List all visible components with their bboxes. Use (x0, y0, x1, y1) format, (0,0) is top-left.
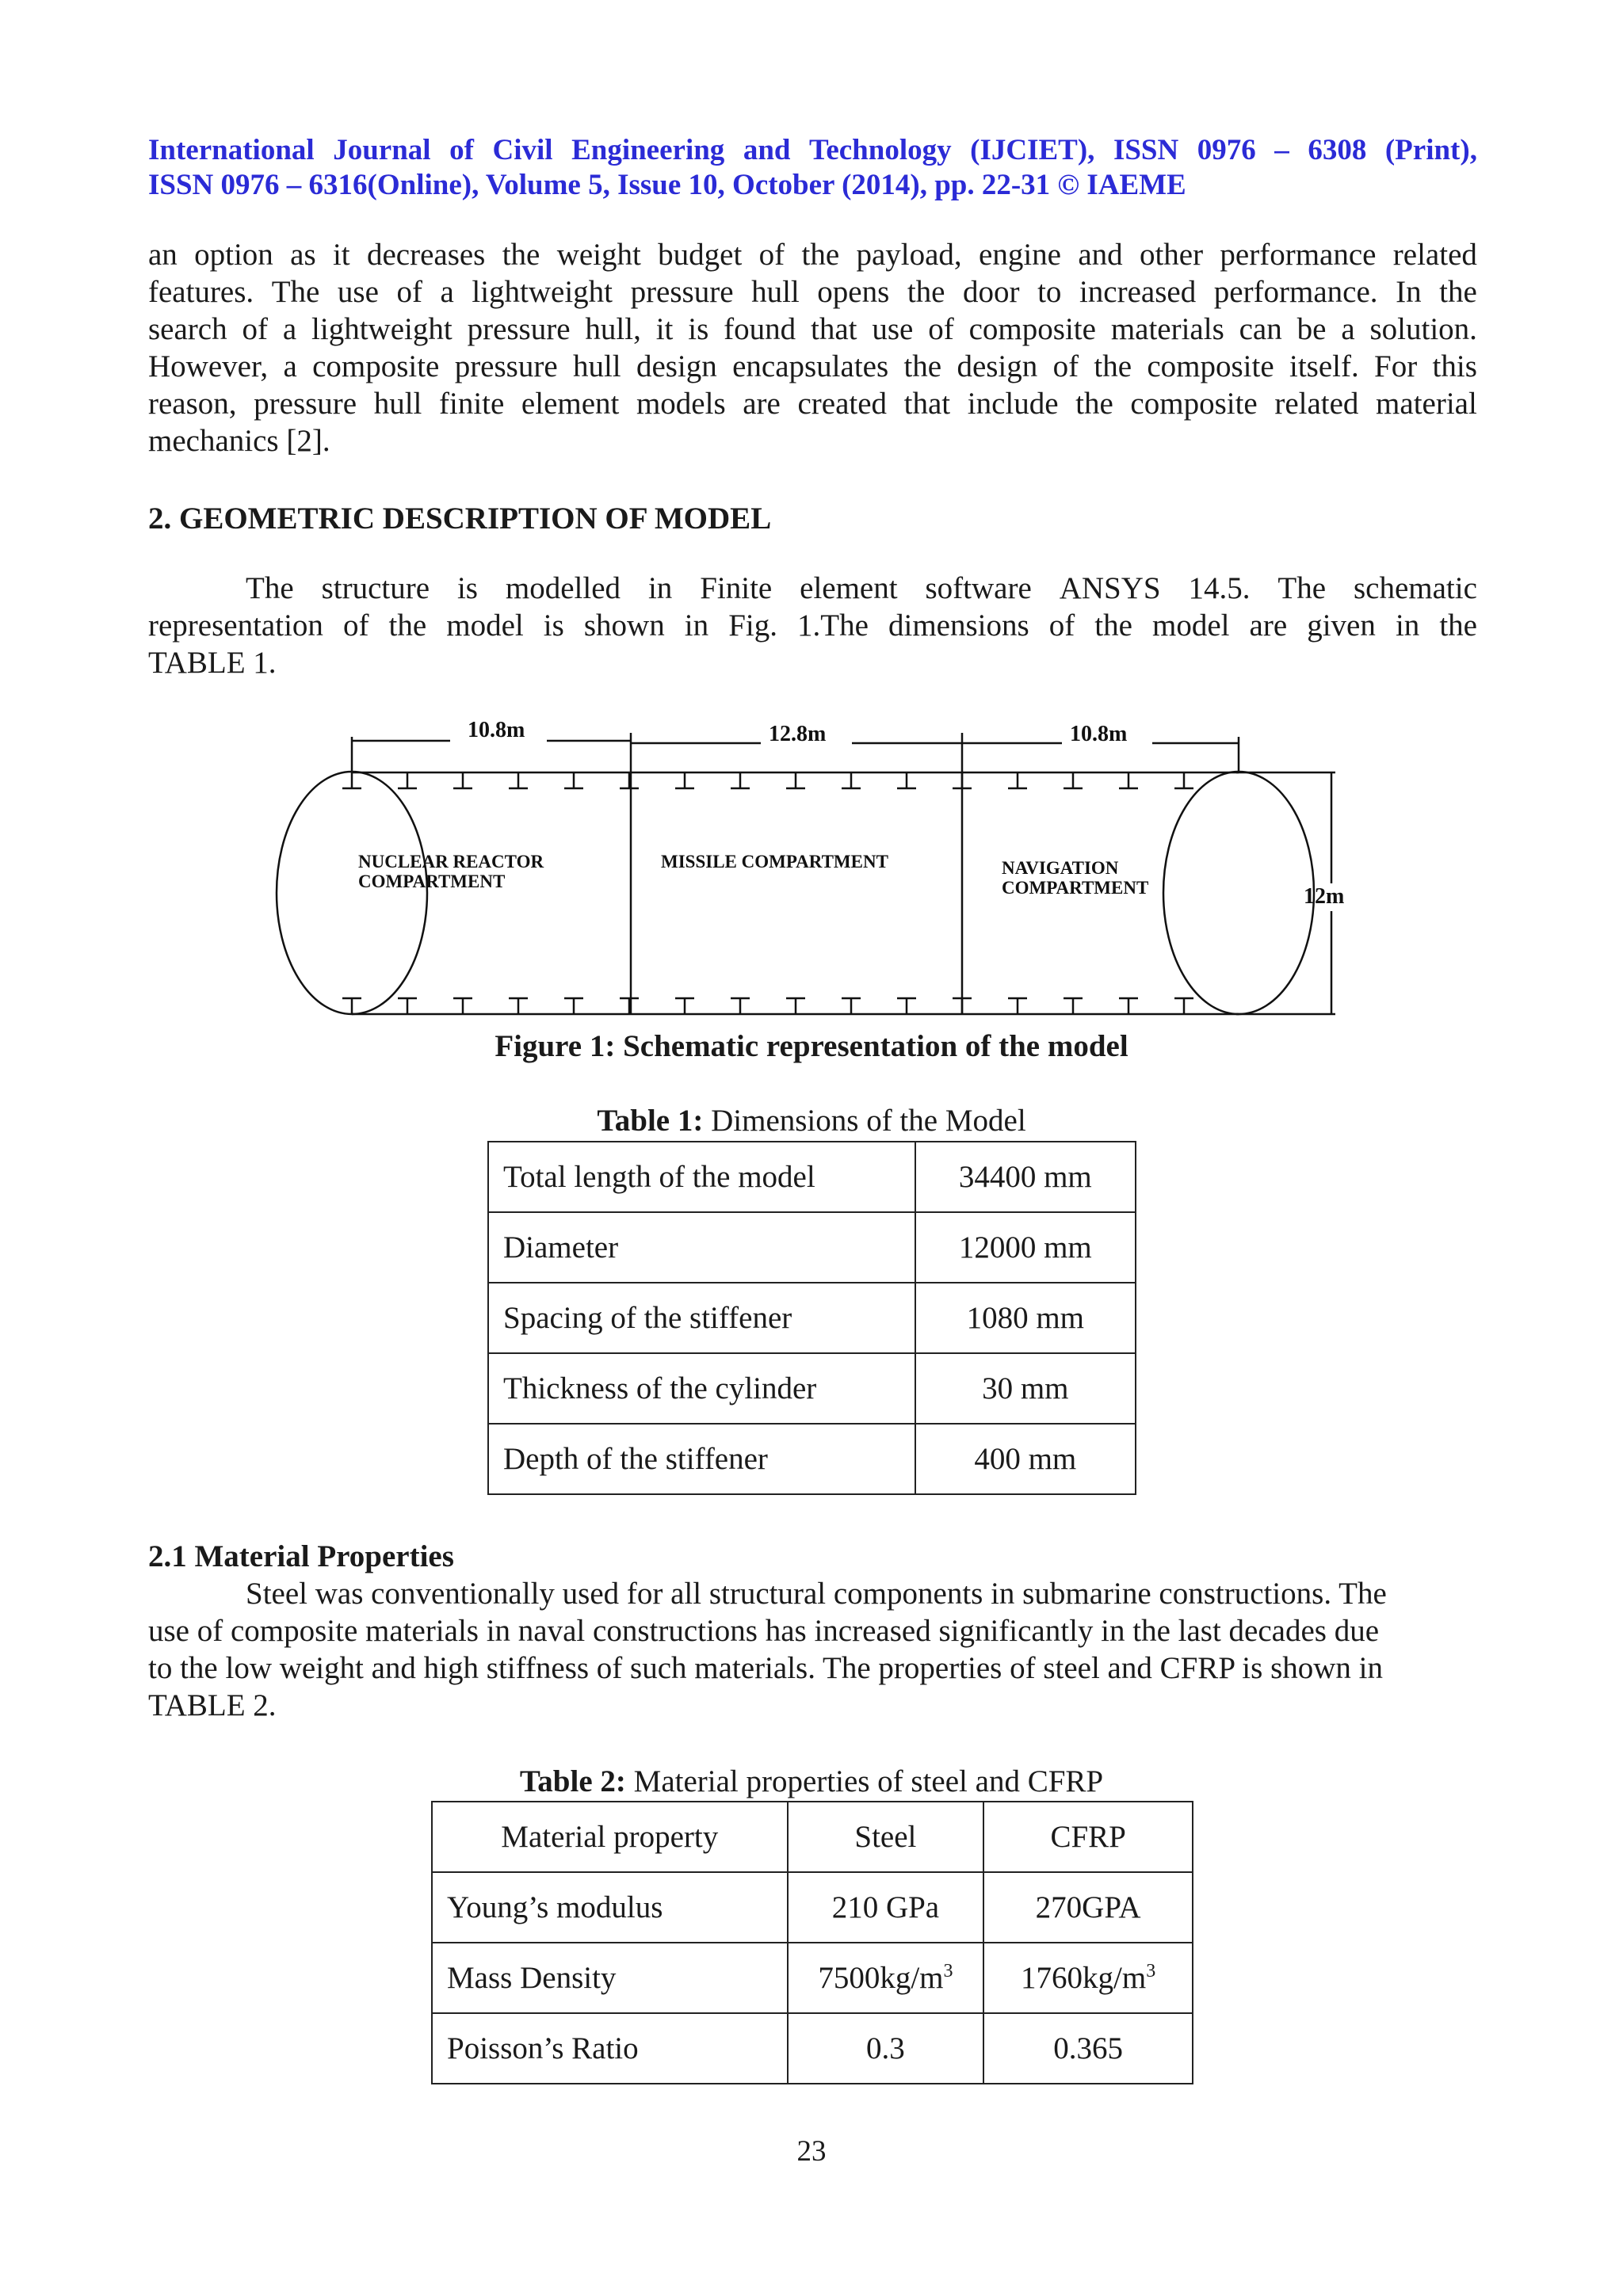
section-2-line (148, 570, 1477, 607)
header-word: Journal (333, 134, 431, 166)
word: the (801, 238, 840, 272)
table-2 (431, 1801, 1193, 2084)
section-2-line (148, 607, 1477, 644)
word: a (1341, 312, 1355, 346)
table-row (432, 1943, 1193, 2013)
word: increased (1079, 275, 1197, 309)
header-word: (Print), (1384, 134, 1477, 166)
word: created (797, 387, 888, 421)
table-header-cell: Steel (788, 1802, 984, 1872)
table-cell: Poisson’s Ratio (432, 2013, 788, 2084)
header-word: Civil (492, 134, 553, 166)
table-1 (487, 1141, 1136, 1495)
table-cell: 34400 mm (915, 1142, 1136, 1212)
journal-header-line-2: ISSN 0976 – 6316(Online), Volume 5, Issue 10, October (2014), pp. 22-31 © IAEME (148, 169, 1186, 201)
height-label: 12m (1304, 884, 1345, 909)
word: hull (373, 387, 422, 421)
journal-header-line-1 (148, 133, 1477, 168)
table-row (488, 1353, 1136, 1424)
word: budget (658, 238, 743, 272)
compartment-label-missile: MISSILE COMPARTMENT (661, 852, 888, 871)
word: the (1075, 387, 1113, 421)
word: of (342, 608, 369, 643)
word: The (246, 571, 294, 605)
word: schematic (1353, 571, 1477, 605)
word: material (1376, 387, 1477, 421)
table-cell: Diameter (488, 1212, 915, 1283)
section-2-1-heading: 2.1 Material Properties (148, 1539, 454, 1573)
word: other (1139, 238, 1204, 272)
word: of (396, 275, 422, 309)
word: lightweight (311, 312, 453, 346)
word: performance. (1213, 275, 1378, 309)
word: software (925, 571, 1032, 605)
word: is (456, 571, 478, 605)
word: of (1052, 349, 1079, 383)
dim-label-1: 10.8m (468, 718, 525, 742)
word: In (1396, 275, 1422, 309)
word: ANSYS (1059, 571, 1161, 605)
word: composite (1130, 387, 1258, 421)
word: pressure (254, 387, 357, 421)
word: is (688, 312, 709, 346)
word: Fig. (728, 608, 777, 643)
word: encapsulates (732, 349, 889, 383)
word: Finite (700, 571, 773, 605)
word: include (967, 387, 1059, 421)
word: be (1296, 312, 1327, 346)
table-cell: 30 mm (915, 1353, 1136, 1424)
word: shown (583, 608, 665, 643)
intro-line (148, 273, 1477, 311)
table-header-row (432, 1802, 1193, 1872)
word: search (148, 312, 227, 346)
section-2-1-line: use of composite materials in naval constructions has increased significantly in the last decades due (148, 1614, 1380, 1648)
word: opens (817, 275, 890, 309)
table-cell: 210 GPa (788, 1872, 984, 1943)
word: related (1392, 238, 1477, 272)
table-cell: 12000 mm (915, 1212, 1136, 1283)
word: hull, (585, 312, 641, 346)
compartment-label-nuclear: COMPARTMENT (358, 871, 506, 891)
word: an (148, 238, 178, 272)
word: element (800, 571, 898, 605)
header-word: ISSN (1113, 134, 1179, 166)
superscript: 3 (943, 1961, 953, 1981)
compartment-label-navigation: NAVIGATION (1002, 858, 1119, 878)
word: lightweight (472, 275, 613, 309)
intro-paragraph (148, 236, 1477, 460)
word: modelled (505, 571, 621, 605)
word: can (1239, 312, 1282, 346)
word: engine (979, 238, 1061, 272)
word: to (1037, 275, 1062, 309)
word: of (242, 312, 268, 346)
word: related (1274, 387, 1359, 421)
word: in (1395, 608, 1420, 643)
section-2-line: TABLE 1. (148, 646, 277, 680)
word: model (1152, 608, 1230, 643)
table-cell: 1080 mm (915, 1283, 1136, 1353)
table-row (488, 1212, 1136, 1283)
word: the (903, 349, 942, 383)
intro-line: mechanics [2]. (148, 424, 330, 458)
word: features. (148, 275, 254, 309)
word: option (194, 238, 273, 272)
word: materials (1110, 312, 1224, 346)
word: model (446, 608, 524, 643)
word: 1.The (797, 608, 869, 643)
table-2-caption (0, 1764, 1623, 1799)
header-word: Engineering (571, 134, 725, 166)
table-2-caption-text: Material properties of steel and CFRP (625, 1764, 1104, 1798)
header-word: International (148, 134, 315, 166)
journal-header (148, 133, 1477, 203)
word: The (1277, 571, 1327, 605)
word: the (907, 275, 945, 309)
dim-label-2: 12.8m (769, 722, 827, 746)
word: design (957, 349, 1038, 383)
word: the (1439, 608, 1477, 643)
word: composite (1147, 349, 1274, 383)
word: itself. (1289, 349, 1359, 383)
word: payload, (856, 238, 962, 272)
word: finite (439, 387, 505, 421)
word: weight (556, 238, 641, 272)
section-2-paragraph (148, 570, 1477, 681)
word: is (543, 608, 564, 643)
word: solution. (1369, 312, 1477, 346)
word: 14.5. (1188, 571, 1251, 605)
word: performance (1220, 238, 1377, 272)
table-cell: Depth of the stiffener (488, 1424, 915, 1494)
table-1-caption-text: Dimensions of the Model (703, 1104, 1026, 1138)
word: that (811, 312, 857, 346)
word: composite (968, 312, 1096, 346)
cell-value: 7500kg/m (818, 1961, 944, 1995)
word: a (283, 349, 297, 383)
word: hull (572, 349, 621, 383)
word: representation (148, 608, 323, 643)
compartment-label-navigation: COMPARTMENT (1002, 878, 1149, 898)
word: a (282, 312, 297, 346)
word: of (928, 312, 954, 346)
header-word: 6308 (1308, 134, 1367, 166)
word: given (1307, 608, 1376, 643)
intro-line (148, 236, 1477, 273)
word: are (1249, 608, 1288, 643)
word: a (440, 275, 454, 309)
header-word: 0976 (1197, 134, 1256, 166)
word: The (271, 275, 320, 309)
cell-value: 1760kg/m (1021, 1961, 1147, 1995)
header-word: – (1274, 134, 1289, 166)
figure-1-schematic (269, 713, 1363, 1030)
table-row (488, 1424, 1136, 1494)
table-cell: Thickness of the cylinder (488, 1353, 915, 1424)
word: hull (751, 275, 800, 309)
word: However, (148, 349, 269, 383)
intro-line (148, 348, 1477, 385)
word: the (388, 608, 427, 643)
table-row (488, 1142, 1136, 1212)
superscript: 3 (1146, 1961, 1156, 1981)
word: and (1078, 238, 1123, 272)
word: as (290, 238, 316, 272)
table-cell (983, 1943, 1193, 2013)
table-cell: 0.365 (983, 2013, 1193, 2084)
dim-label-3: 10.8m (1070, 722, 1128, 746)
table-1-caption-label: Table 1: (597, 1104, 704, 1138)
word: models (636, 387, 726, 421)
word: the (1094, 608, 1132, 643)
header-word: (IJCIET), (970, 134, 1095, 166)
figure-1-caption: Figure 1: Schematic representation of the model (495, 1029, 1128, 1063)
word: For (1374, 349, 1418, 383)
table-2-caption-label: Table 2: (519, 1764, 626, 1798)
word: in (684, 608, 709, 643)
word: design (636, 349, 717, 383)
table-cell: 270GPA (983, 1872, 1193, 1943)
table-1-caption (0, 1103, 1623, 1138)
word: it (655, 312, 674, 346)
intro-line (148, 385, 1477, 422)
word: this (1432, 349, 1477, 383)
word: of (1048, 608, 1075, 643)
section-2-1-paragraph (148, 1575, 1477, 1724)
table-cell (788, 1943, 984, 2013)
word: it (332, 238, 350, 272)
word: pressure (454, 349, 558, 383)
word: pressure (467, 312, 571, 346)
word: pressure (630, 275, 734, 309)
page-number: 23 (796, 2135, 827, 2168)
table-header-cell: CFRP (983, 1802, 1193, 1872)
table-row (432, 2013, 1193, 2084)
word: the (502, 238, 540, 272)
table-cell: Young’s modulus (432, 1872, 788, 1943)
header-word: Technology (809, 134, 952, 166)
word: reason, (148, 387, 237, 421)
table-cell: Total length of the model (488, 1142, 915, 1212)
section-2-1-line: TABLE 2. (148, 1688, 277, 1722)
word: door (963, 275, 1020, 309)
word: in (647, 571, 673, 605)
table-cell: Mass Density (432, 1943, 788, 2013)
table-row (432, 1872, 1193, 1943)
word: composite (312, 349, 440, 383)
table-cell: 400 mm (915, 1424, 1136, 1494)
word: are (743, 387, 781, 421)
word: dimensions (888, 608, 1029, 643)
header-word: of (449, 134, 474, 166)
word: element (521, 387, 620, 421)
table-header-cell: Material property (432, 1802, 788, 1872)
section-2-1-line: to the low weight and high stiffness of such materials. The properties of steel and CFRP is shown in (148, 1651, 1384, 1685)
word: that (903, 387, 951, 421)
header-word: and (743, 134, 791, 166)
compartment-label-nuclear: NUCLEAR REACTOR (358, 852, 544, 871)
section-2-heading: 2. GEOMETRIC DESCRIPTION OF MODEL (148, 502, 772, 536)
word: the (1439, 275, 1477, 309)
word: structure (321, 571, 430, 605)
intro-line (148, 311, 1477, 348)
word: decreases (366, 238, 486, 272)
word: of (758, 238, 785, 272)
word: the (1094, 349, 1132, 383)
word: use (337, 275, 379, 309)
section-2-1-line: Steel was conventionally used for all structural components in submarine constructions. The (246, 1577, 1387, 1611)
table-row (488, 1283, 1136, 1353)
word: found (724, 312, 796, 346)
word: use (872, 312, 914, 346)
table-cell: Spacing of the stiffener (488, 1283, 915, 1353)
table-cell: 0.3 (788, 2013, 984, 2084)
